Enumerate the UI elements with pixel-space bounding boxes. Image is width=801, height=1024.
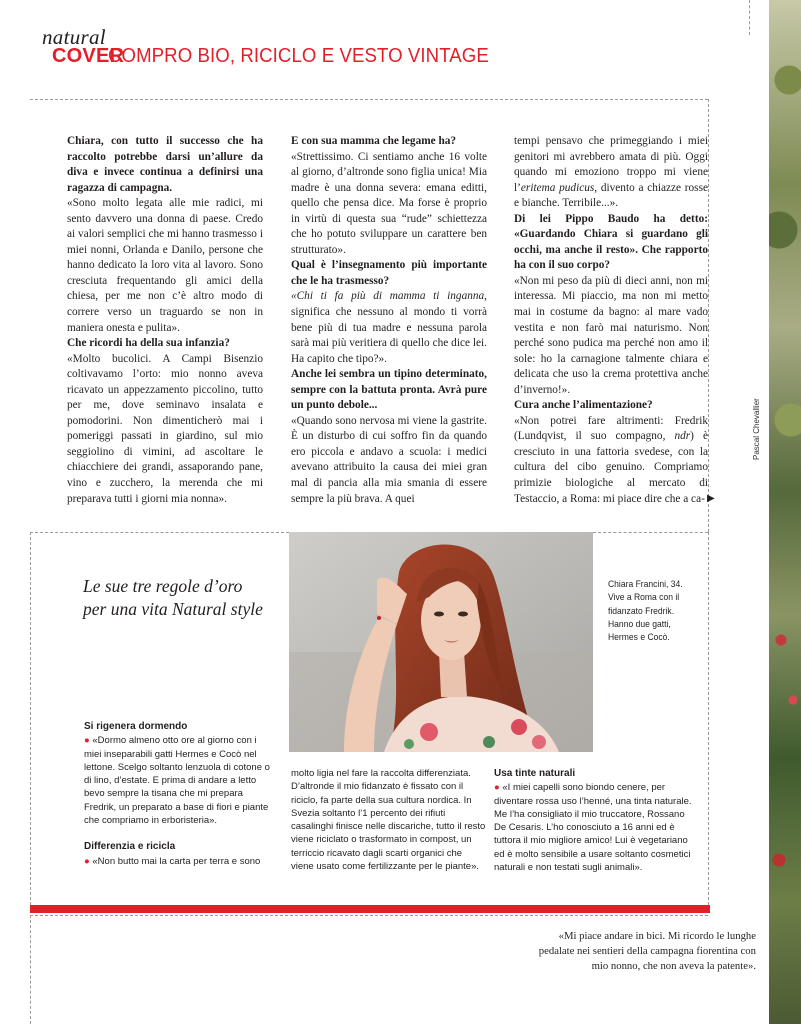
answer xyxy=(291,289,487,367)
frame-line-mid-right xyxy=(593,532,708,533)
question: Chiara, con tutto il successo che ha raccolto potrebbe darsi un’allure da diva e invece continua a definirsi una ragazza di campagna. xyxy=(67,135,263,194)
answer-text: ) è cresciuto in una fattoria svedese, con la cultura del cibo genuino. Compriamo primizie biologiche al mercato di Testaccio, a Roma: mi piace dire che a ca- xyxy=(514,430,708,505)
tip-body: «Dormo almeno otto ore al giorno con i miei inseparabili gatti Hermes e Cocò nel lettone. Scelgo soltanto lenzuola di cotone o di lino, d’estate. E prima di andare a letto bevo sempre la tisana che mi prepara Fredrik, un preparato a base di fiori e piante che compriamo in erboristeria». xyxy=(84,735,270,827)
frame-line-left xyxy=(30,532,31,905)
italic-term: ndr xyxy=(674,430,691,443)
question: Che ricordi ha della sua infanzia? xyxy=(67,337,230,350)
box-title: Le sue tre regole d’oro per una vita Natural style xyxy=(83,576,263,619)
article-column-2 xyxy=(291,134,487,506)
answer: «Molto bucolici. A Campi Bisenzio coltivavamo l’orto: mio nonno aveva ricavato un appezzamento piccolino, tutto per me, dove seminavo insalata e pomodorini. Non dimenticherò mai i pomeriggi passati in giardino, sul mio seggiolino di vimini, ad ascoltare le chiacchiere dei grandi, assaporando pane, vino e zucchero, la merenda che mi preparava tutti i giorni mia nonna». xyxy=(67,352,263,505)
continue-arrow-icon: ▶ xyxy=(707,493,715,504)
bullet-icon: ● xyxy=(494,782,500,794)
tip-column-3 xyxy=(494,767,694,874)
tip-body-continued: molto ligia nel fare la raccolta differenziata. D’altronde il mio fidanzato è fissato con il riciclo, fa parte della sua cultura nordica. In Svezia soltanto l’1 percento dei rifiuti casalinghi finisce nelle discariche, tutto il resto viene riciclato o trasformato in compost, un terriccio ricavato dagli scarti organici che viene usato come fertilizzante per le piante». xyxy=(291,768,486,873)
italic-term: eritema pudicus xyxy=(520,181,595,194)
bullet-icon: ● xyxy=(84,855,90,867)
answer: «Quando sono nervosa mi viene la gastrite. È un disturbo di cui soffro fin da quando ero piccola e andavo a scuola: i medici avevano attribuito la causa dei miei gran mal di pancia alla mia smania di essere sempre la più brava. A quei xyxy=(291,414,487,505)
answer-text: tempi pensavo che primeggiando i miei genitori mi avrebbero amata di più. Oggi quando mi emoziono troppo mi viene l’ xyxy=(514,135,708,194)
pull-quote: «Mi piace andare in bici. Mi ricordo le lunghe pedalate nei sentieri della campagna fiorentina con mio nonno, che non aveva la patente». xyxy=(538,930,756,973)
question: Anche lei sembra un tipino determinato, sempre con la battuta pronta. Avrà pure un punto debole... xyxy=(291,368,487,412)
photo-credit: Pascal Chevallier xyxy=(752,398,761,460)
frame-line-top xyxy=(30,99,708,100)
frame-line-right-top xyxy=(708,99,709,532)
italic-proverb: «Chi ti fa più di mamma ti inganna xyxy=(291,290,485,303)
tip-heading: Differenzia e ricicla xyxy=(84,841,176,853)
tip-body: «Non butto mai la carta per terra e sono xyxy=(92,855,261,867)
photo-caption: Chiara Francini, 34. Vive a Roma con il fidanzato Fredrik. Hanno due gatti, Hermes e Cocò. xyxy=(608,579,683,643)
portrait-photo xyxy=(289,532,593,752)
frame-line-corner xyxy=(749,0,750,35)
answer-text: , significa che nessuno al mondo ti vorrà bene più di tua madre e nessuna parola sarà mai più veritiera di quello che dice lei. Ha capito che tipo?». xyxy=(291,290,487,365)
tip-heading: Si rigenera dormendo xyxy=(84,721,188,732)
answer: «Non mi peso da più di dieci anni, non mi interessa. Mi piaccio, ma non mi metto mai in costume da bagno: al mare vado vestita e non farò mai naturismo. Non perché sono pudica ma perché non amo il sole: ho la carnagione talmente chiara e delicata che uso la crema protettiva anche d’inverno!». xyxy=(514,274,708,396)
answer: «Strettissimo. Ci sentiamo anche 16 volte al giorno, d’altronde sono figlia unica! Mia madre è una donna severa: emana editti, quello che pensa dice. Ma forse è proprio in virtù di questa sua “rude” schiettezza che ho potuto sviluppare un carattere ben strutturato». xyxy=(291,150,487,256)
answer-text: «Non potrei fare altrimenti: Fredrik (Lundqvist, il suo compagno, xyxy=(514,414,708,443)
portrait-illustration xyxy=(289,532,593,752)
tip-heading: Usa tinte naturali xyxy=(494,768,576,779)
accent-bar xyxy=(30,905,710,913)
section-kicker: natural xyxy=(42,25,106,49)
tip-column-1 xyxy=(84,720,270,868)
frame-line-mid-left xyxy=(30,532,289,533)
question: Cura anche l’alimentazione? xyxy=(514,399,653,412)
bullet-icon: ● xyxy=(84,735,90,747)
frame-line-left-low xyxy=(30,915,31,1024)
frame-line-bottom xyxy=(30,915,708,916)
page-headline: COMPRO BIO, RICICLO E VESTO VINTAGE xyxy=(108,45,489,67)
answer-text: , divento a chiazze rosse e bianche. Terribile...». xyxy=(514,181,708,210)
question: E con sua mamma che legame ha? xyxy=(291,135,457,147)
question: Di lei Pippo Baudo ha detto: «Guardando Chiara si guardano gli occhi, ma anche il resto». Che rapporto ha con il suo corpo? xyxy=(514,212,708,272)
answer xyxy=(514,414,708,506)
answer: «Sono molto legata alle mie radici, mi sento davvero una donna di paese. Credo ai valori semplici che mi hanno trasmesso i miei nonni, Orlanda e Danilo, persone che hanno dedicato la loro vita al lavoro. Sono cresciuta frequentando gli amici della chiesa, per me non c’è altro modo di correre verso un traguardo se non in maniera onesta e pulita». xyxy=(67,197,263,334)
article-column-1 xyxy=(67,134,263,506)
answer xyxy=(514,134,708,212)
tip-column-2 xyxy=(291,767,487,873)
question: Qual è l’insegnamento più importante che le ha trasmesso? xyxy=(291,259,487,287)
article-column-3 xyxy=(514,134,708,506)
side-photo-strip xyxy=(769,0,801,1024)
section-label: COVER xyxy=(52,45,125,67)
frame-line-right-bottom xyxy=(708,532,709,905)
tip-body: «I miei capelli sono biondo cenere, per diventare rossa uso l’henné, una tinta naturale. Me l’ha consigliato il mio truccatore, Rossano De Cesaris. L’ho conosciuto a 16 anni ed è tuttora il mio migliore amico! Lui è vegetariano ed è molto sensibile a usare soltanto cosmetici naturali e non testati sugli animali». xyxy=(494,782,692,874)
